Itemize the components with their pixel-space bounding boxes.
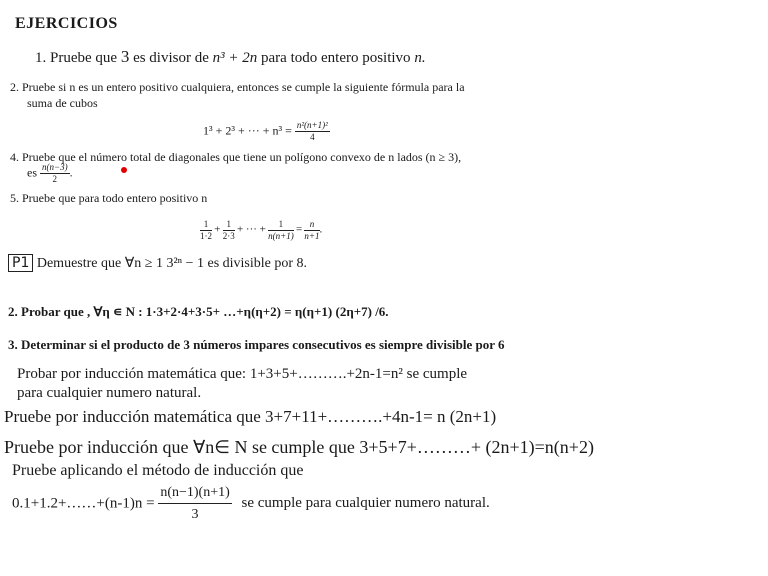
exercise-5-end: . [319, 223, 323, 236]
exercise-2-fraction-num: n²(n+1)² [296, 120, 328, 130]
exercise-1-expression: n³ + 2n [212, 50, 258, 66]
exercise-2-number: 2. [10, 80, 19, 94]
probar-2: 2. Probar que , ∀η ∊ N : 1·3+2·4+3·5+ …+η(η+2) = η(η+1) (2η+7) /6. [8, 304, 389, 319]
induction-4-lhs: 0.1+1.2+……+(n-1)n = [12, 495, 155, 512]
exercise-5-plus: + [214, 223, 221, 236]
probar-3: 3. Determinar si el producto de 3 números impares consecutivos es siempre divisible por 6 [8, 337, 505, 352]
exercise-2-line1 [10, 80, 465, 95]
exercise-1-three: 3 [120, 47, 130, 66]
exercise-1-number: 1. [35, 50, 47, 66]
problem-p1 [8, 254, 307, 272]
exercise-2-lhs: 1³ + 2³ + ··· + n³ = [203, 123, 292, 138]
induction-3: Pruebe por inducción que ∀n∈ N se cumple que 3+5+7+………+ (2n+1)=n(n+2) [4, 437, 594, 457]
induction-4-line1: Pruebe aplicando el método de inducción que [12, 462, 304, 479]
exercise-5-dots: + ··· + [236, 223, 266, 236]
exercise-1 [35, 47, 426, 67]
induction-4-post: se cumple para cualquier numero natural. [241, 495, 490, 512]
exercise-2-fraction-den: 4 [310, 132, 315, 142]
induction-2: Pruebe por inducción matemática que 3+7+11+……….+4n-1= n (2n+1) [4, 407, 497, 426]
page-heading: EJERCICIOS [15, 15, 118, 32]
exercise-5-frac4-den: n+1 [304, 231, 320, 241]
exercise-1-pre: Pruebe que [50, 50, 118, 66]
exercise-2-formula [203, 121, 330, 142]
induction-4-fraction [158, 486, 231, 522]
exercise-5-number: 5. [10, 191, 19, 205]
exercise-5-frac3-num: 1 [268, 220, 294, 231]
exercise-5-frac1-num: 1 [200, 220, 212, 231]
exercise-4-fraction-den: 2 [52, 174, 58, 184]
induction-4-fraction-den: 3 [191, 507, 199, 522]
exercise-4-end: . [69, 165, 73, 180]
exercise-5-frac3-den: n(n+1) [268, 231, 294, 241]
exercise-4-es: es [27, 165, 37, 180]
exercise-5-frac2-num: 1 [223, 220, 235, 231]
exercise-4-line1 [10, 150, 461, 165]
exercise-4-fraction [40, 163, 70, 184]
exercise-4-number: 4. [10, 150, 19, 164]
exercise-5-formula [200, 220, 322, 241]
exercise-5-frac1-den: 1·2 [200, 231, 212, 241]
exercise-5-frac4-num: n [304, 220, 319, 231]
exercise-2-text: Pruebe si n es un entero positivo cualquiera, entonces se cumple la siguiente fórmula para la [22, 80, 465, 94]
exercise-4-line2 [27, 163, 73, 184]
exercise-5-line1 [10, 191, 207, 206]
exercise-5-equals: = [295, 223, 303, 236]
induction-4-formula [12, 486, 490, 522]
exercise-5-frac2-den: 2·3 [222, 231, 235, 241]
induction-1-line2: para cualquier numero natural. [17, 385, 202, 401]
exercise-4-text: Pruebe que el número total de diagonales que tiene un polígono convexo de n lados (n ≥ 3), [22, 150, 462, 164]
red-dot-marker [121, 167, 127, 173]
exercise-2-line2: suma de cubos [27, 96, 98, 110]
exercise-4-fraction-num: n(n−3) [42, 162, 68, 172]
induction-4-fraction-num: n(n−1)(n+1) [158, 486, 231, 504]
exercise-2-fraction [295, 121, 330, 142]
exercise-1-mid: es divisor de [133, 50, 209, 66]
exercise-1-n: n. [414, 50, 426, 66]
induction-1-line1: Probar por inducción matemática que: 1+3+5+……….+2n-1=n² se cumple [17, 366, 468, 382]
problem-p1-text: Demuestre que ∀n ≥ 1 3²ⁿ − 1 es divisible por 8. [36, 256, 308, 271]
exercise-5-text: Pruebe que para todo entero positivo n [22, 191, 208, 205]
exercise-1-post: para todo entero positivo [261, 50, 411, 66]
problem-p1-label: P1 [8, 254, 33, 272]
